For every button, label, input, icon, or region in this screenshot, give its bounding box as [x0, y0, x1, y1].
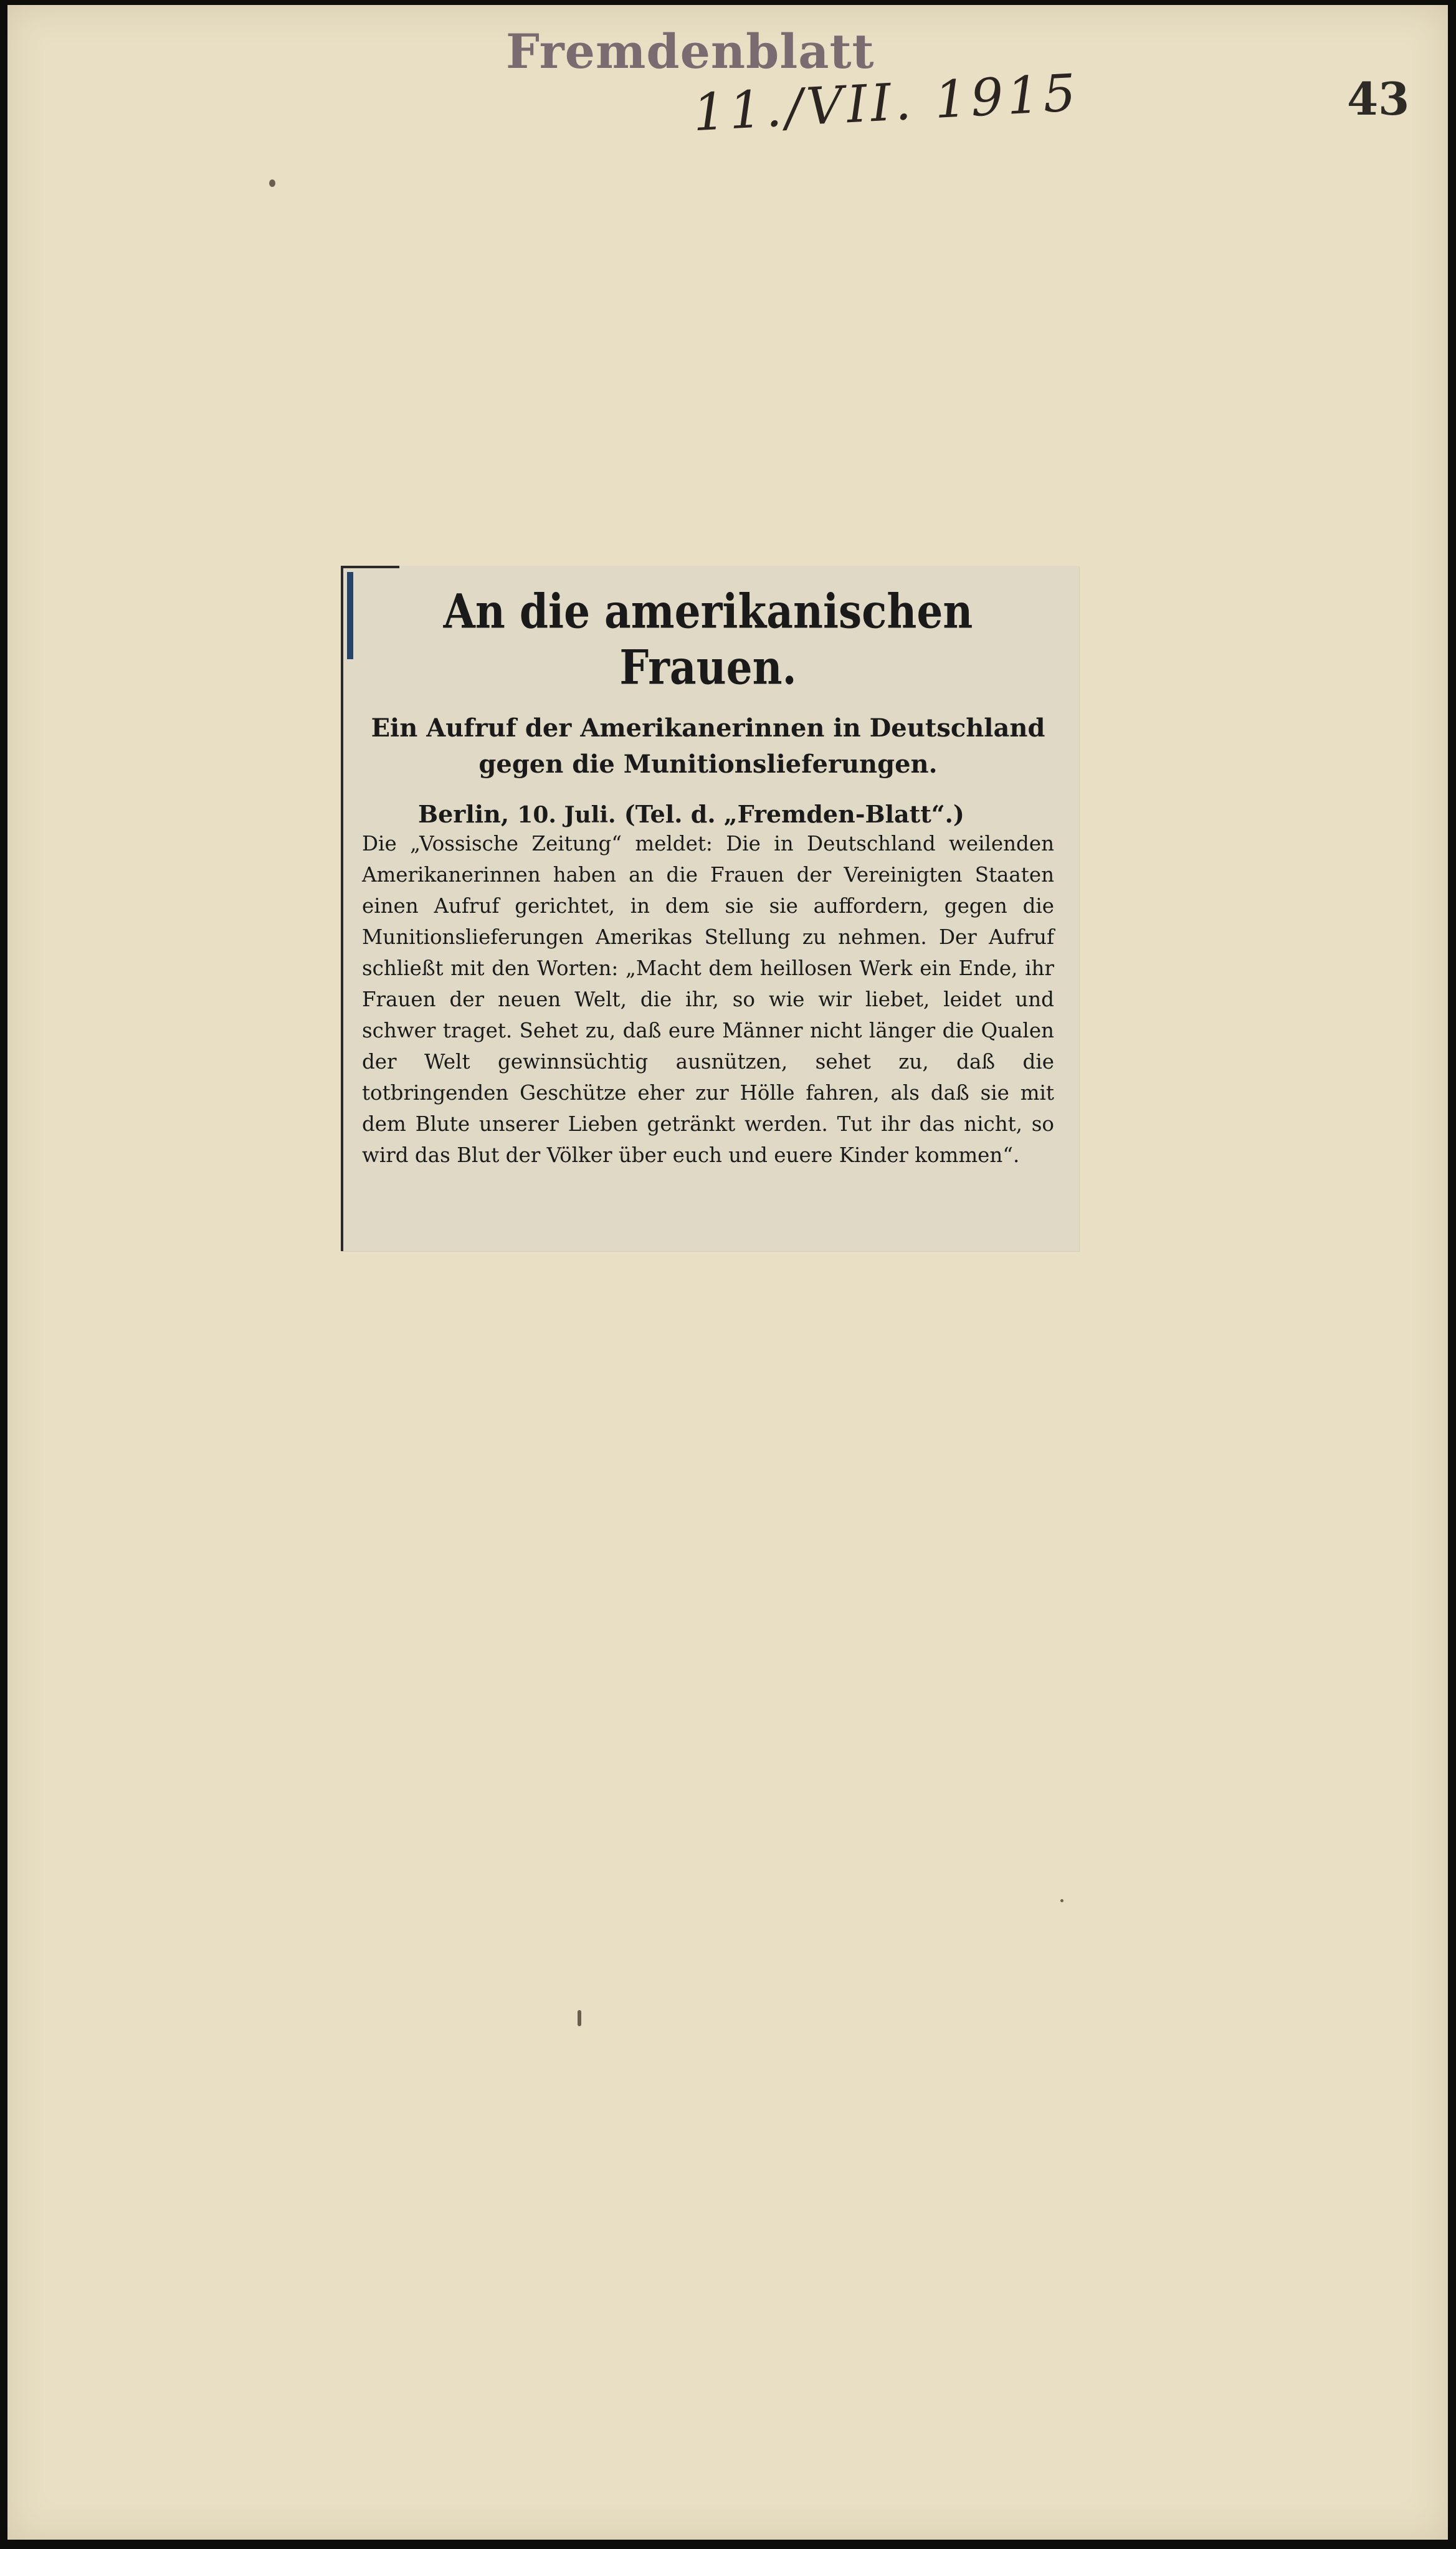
newspaper-stamp: Fremdenblatt	[506, 24, 875, 79]
article-body: Die „Vossische Zeitung“ meldet: Die in Deutschland weilenden Amerikanerinnen haben an die Frauen der Vereinigten Staaten einen Aufruf gerichtet, in dem sie sie auffordern, gegen die Munitionslieferungen Amerikas Stellung zu nehmen. Der Aufruf schließt mit den Worten: „Macht dem heillosen Werk ein Ende, ihr Frauen der neuen Welt, die ihr, so wie wir liebet, leidet und schwer traget. Sehet zu, daß eure Männer nicht länger die Qualen der Welt gewinnsüchtig ausnützen, sehet zu, daß die totbringenden Geschütze eher zur Hölle fahren, als daß sie mit dem Blute unserer Lieben getränkt werden. Tut ihr das nicht, so wird das Blut der Völker über euch und euere Kinder kommen“.	[362, 832, 1054, 1167]
paper-speck	[269, 179, 275, 187]
dateline-source: (Tel. d. „Fremden-Blatt“.)	[624, 800, 964, 828]
paper-speck	[578, 2010, 581, 2026]
dateline-date: 10. Juli.	[517, 802, 616, 828]
dateline-place: Berlin,	[418, 800, 510, 828]
article-headline: An die amerikanischen Frauen.	[443, 583, 973, 695]
archive-sheet	[7, 5, 1448, 2540]
handwritten-date: 11./VII. 1915	[691, 63, 1081, 143]
clipping-border-rule	[343, 566, 399, 568]
page-number: 43	[1347, 72, 1410, 125]
blue-pencil-mark	[347, 572, 353, 659]
article-subheadline	[362, 710, 1054, 783]
newspaper-clipping	[341, 566, 1079, 1251]
paper-speck	[1060, 1899, 1063, 1902]
subheadline-line-1: Ein Aufruf der Amerikanerinnen in Deutschland	[371, 713, 1045, 743]
subheadline-line-2: gegen die Munitionslieferungen.	[478, 750, 938, 779]
article-dateline	[362, 800, 1054, 828]
